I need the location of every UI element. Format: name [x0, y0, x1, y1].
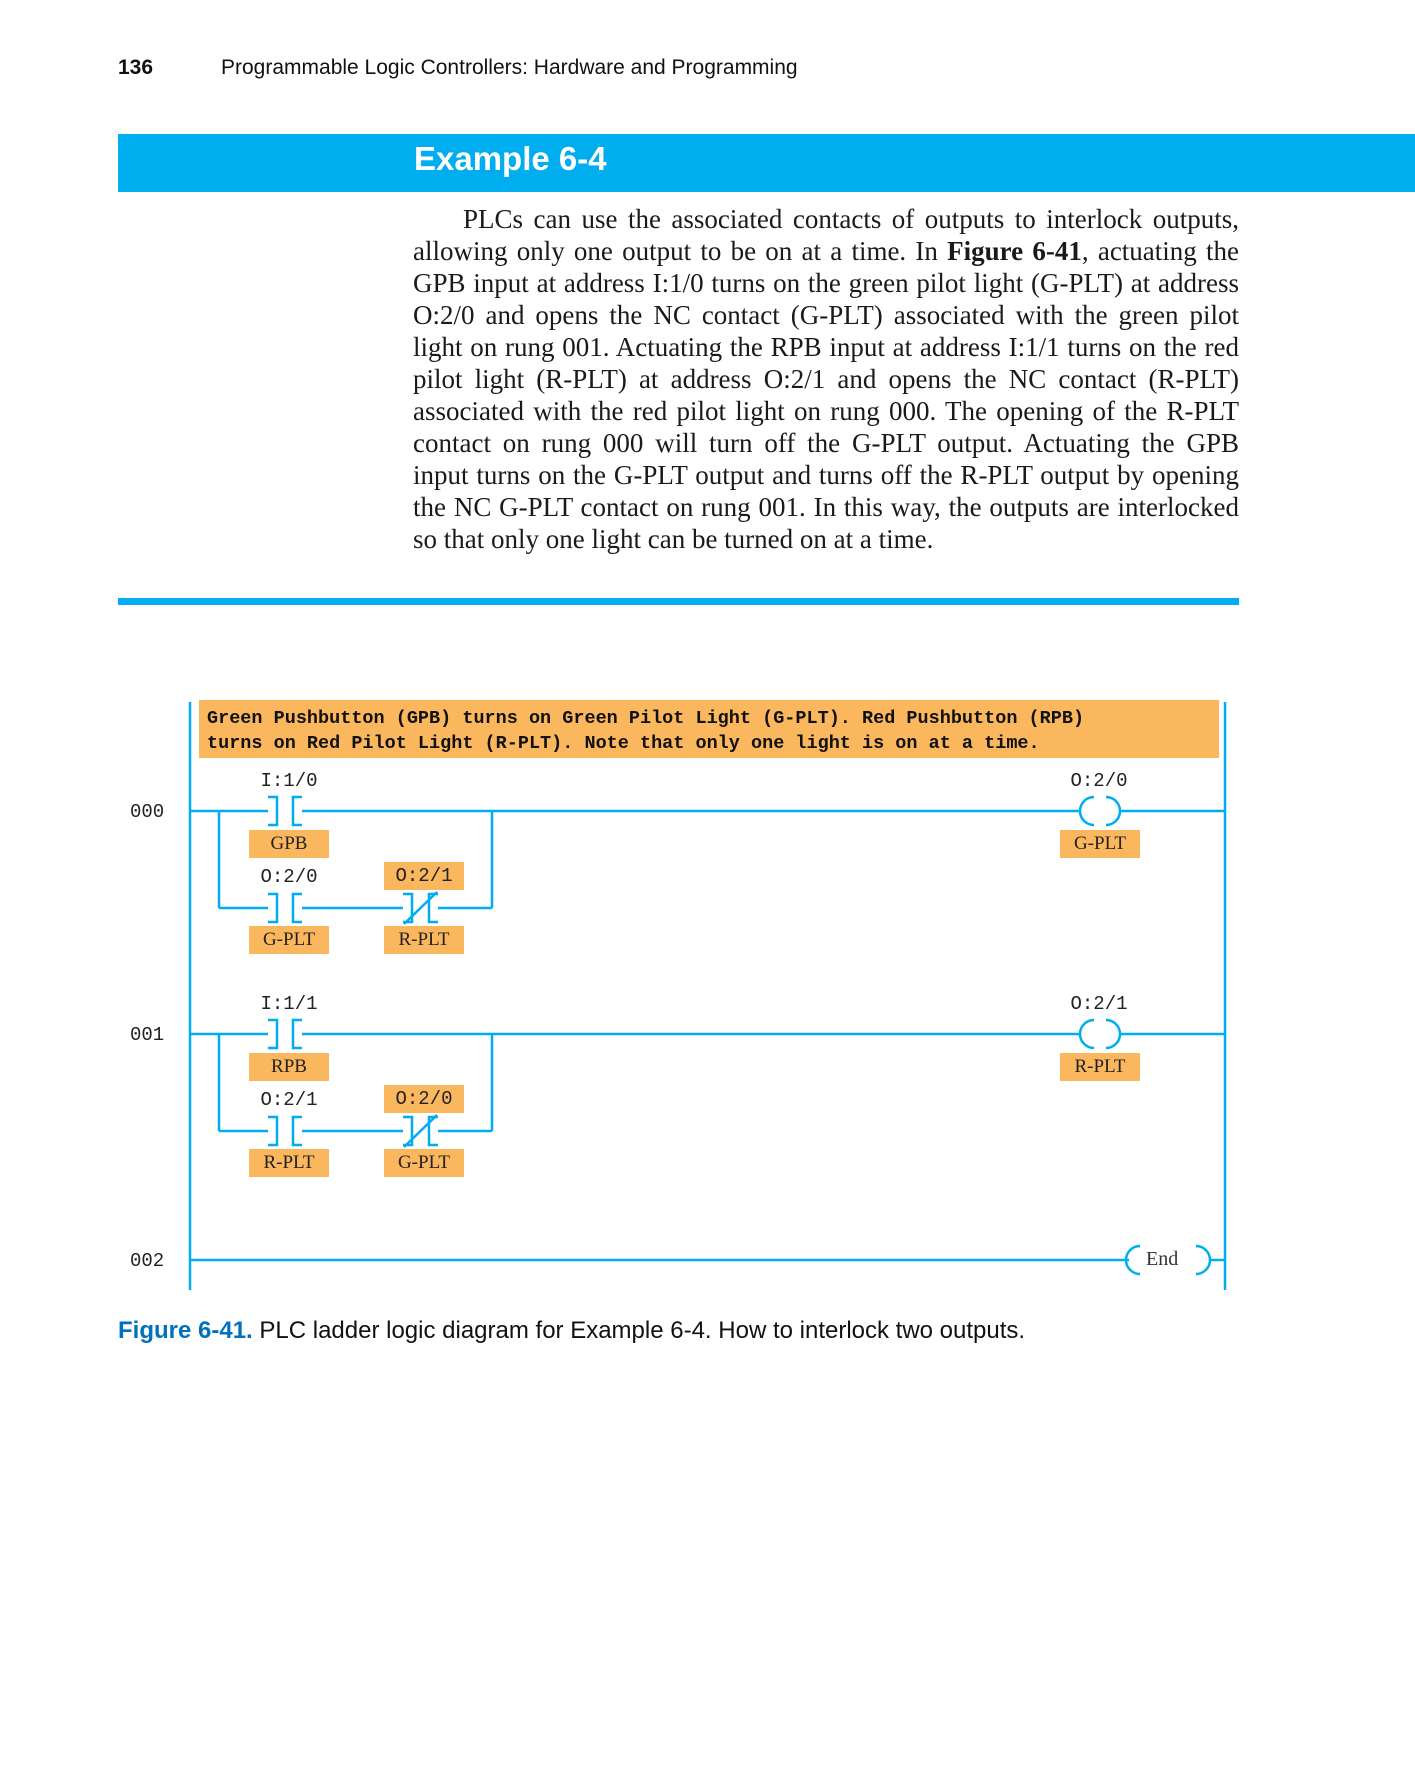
example-text-part1: PLCs can use the associated contacts of outputs to interlock outputs, allowing only one output to be on at a time. In: [413, 204, 1239, 266]
contact-no-icon: [268, 1117, 302, 1145]
coil-address: O:2/0: [1070, 770, 1128, 792]
figure-reference: Figure 6-41: [947, 236, 1082, 266]
rung-number-000: 000: [130, 801, 165, 823]
ladder-comment-line1: Green Pushbutton (GPB) turns on Green Pilot Light (G-PLT). Red Pushbutton (RPB): [207, 708, 1085, 729]
contact-nc-icon: [403, 892, 438, 924]
contact-address: I:1/0: [260, 770, 318, 792]
contact-address-tag: O:2/0: [384, 1085, 464, 1113]
contact-address: I:1/1: [260, 993, 318, 1015]
contact-no-icon: [268, 894, 302, 922]
coil-tag: R-PLT: [1060, 1053, 1140, 1081]
example-title: Example 6-4: [414, 140, 607, 177]
contact-tag: R-PLT: [384, 926, 464, 954]
coil-address: O:2/1: [1070, 993, 1128, 1015]
contact-no-icon: [268, 797, 302, 825]
coil-tag: G-PLT: [1060, 830, 1140, 858]
contact-tag: G-PLT: [249, 926, 329, 954]
contact-no-icon: [268, 1020, 302, 1048]
contact-tag: RPB: [249, 1053, 329, 1081]
example-text-part2: , actuating the GPB input at address I:1/0 turns on the green pilot light (G-PLT) at address O:2/0 and opens the NC contact (G-PLT) associated with the green pilot light on rung 001. Actuating the RPB input at address I:1/1 turns on the red pilot light (R-PLT) at address O:2/1 and opens the NC contact (R-PLT) associated with the red pilot light on rung 000. The opening of the R-PLT contact on rung 000 will turn off the G-PLT output. Actuating the GPB input turns on the G-PLT output and turns off the R-PLT output by opening the NC G-PLT contact on rung 001. In this way, the outputs are interlocked so that only one light can be turned on at a time.: [413, 236, 1239, 554]
contact-address-tag: O:2/1: [384, 862, 464, 890]
page-number: 136: [118, 56, 154, 79]
contact-tag: GPB: [249, 830, 329, 858]
figure-caption-label: Figure 6-41.: [118, 1317, 253, 1344]
coil-icon: [1080, 1020, 1120, 1048]
rung-number-002: 002: [130, 1250, 165, 1272]
end-label: End: [1146, 1248, 1179, 1270]
contact-tag: R-PLT: [249, 1149, 329, 1177]
figure-caption-text: PLC ladder logic diagram for Example 6-4. How to interlock two outputs.: [252, 1317, 1026, 1344]
figure-caption: [118, 1317, 1025, 1345]
contact-nc-icon: [403, 1115, 438, 1147]
ladder-comment-line2: turns on Red Pilot Light (R-PLT). Note that only one light is on at a time.: [207, 733, 1040, 754]
ladder-comment-box: [199, 700, 1219, 758]
running-head-title: Programmable Logic Controllers: Hardware and Programming: [221, 56, 798, 79]
coil-icon: [1080, 797, 1120, 825]
contact-tag: G-PLT: [384, 1149, 464, 1177]
contact-address: O:2/1: [260, 1089, 318, 1111]
contact-address: O:2/0: [260, 866, 318, 888]
rung-number-001: 001: [130, 1024, 165, 1046]
